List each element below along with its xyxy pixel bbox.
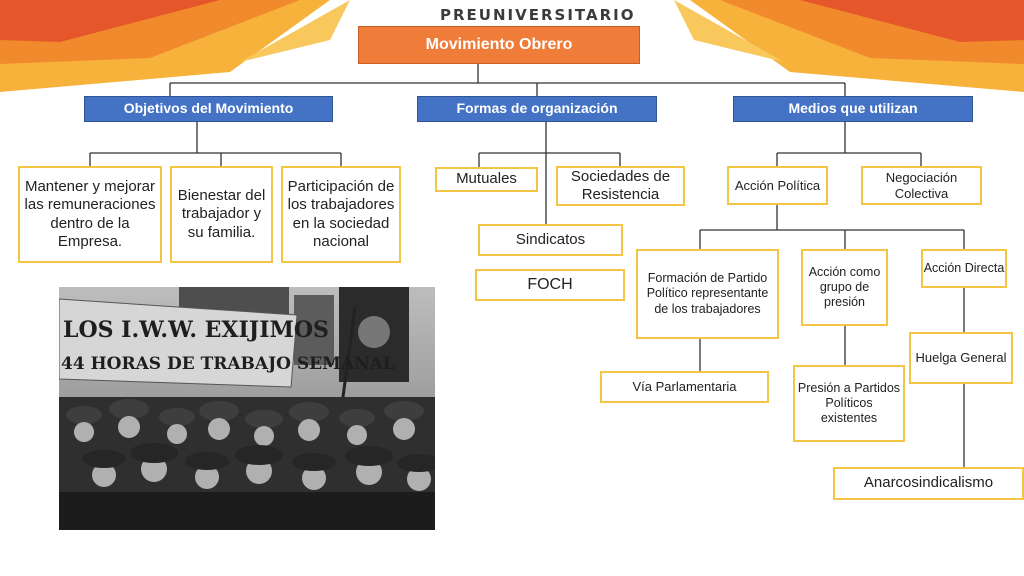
header-formas-organizacion: Formas de organización	[417, 96, 657, 122]
node-sociedades-resistencia: Sociedades de Resistencia	[556, 166, 685, 206]
photo-banner-line-2: 44 HORAS DE TRABAJO SEMANAL	[61, 354, 395, 374]
node-anarcosindicalismo: Anarcosindicalismo	[833, 467, 1024, 500]
brand-logo-text: PREUNIVERSITARIO	[440, 6, 636, 24]
node-mutuales: Mutuales	[435, 167, 538, 192]
node-participacion-trabajadores: Participación de los trabajadores en la sociedad nacional	[281, 166, 401, 263]
node-huelga-general: Huelga General	[909, 332, 1013, 384]
node-formacion-partido: Formación de Partido Político representante de los trabajadores	[636, 249, 779, 339]
node-presion-partidos: Presión a Partidos Políticos existentes	[793, 365, 905, 442]
protest-photo-illustration	[59, 287, 435, 530]
node-accion-grupo-presion: Acción como grupo de presión	[801, 249, 888, 326]
node-accion-politica: Acción Política	[727, 166, 828, 205]
node-negociacion-colectiva: Negociación Colectiva	[861, 166, 982, 205]
historical-protest-photo	[59, 287, 435, 530]
node-sindicatos: Sindicatos	[478, 224, 623, 256]
node-via-parlamentaria: Vía Parlamentaria	[600, 371, 769, 403]
node-foch: FOCH	[475, 269, 625, 301]
root-node-movimiento-obrero: Movimiento Obrero	[358, 26, 640, 64]
node-accion-directa: Acción Directa	[921, 249, 1007, 288]
photo-banner-line-1: LOS I.W.W. EXIJIMOS	[63, 317, 329, 343]
node-bienestar-trabajador: Bienestar del trabajador y su familia.	[170, 166, 273, 263]
node-mantener-remuneraciones: Mantener y mejorar las remuneraciones dentro de la Empresa.	[18, 166, 162, 263]
header-medios: Medios que utilizan	[733, 96, 973, 122]
header-objetivos: Objetivos del Movimiento	[84, 96, 333, 122]
